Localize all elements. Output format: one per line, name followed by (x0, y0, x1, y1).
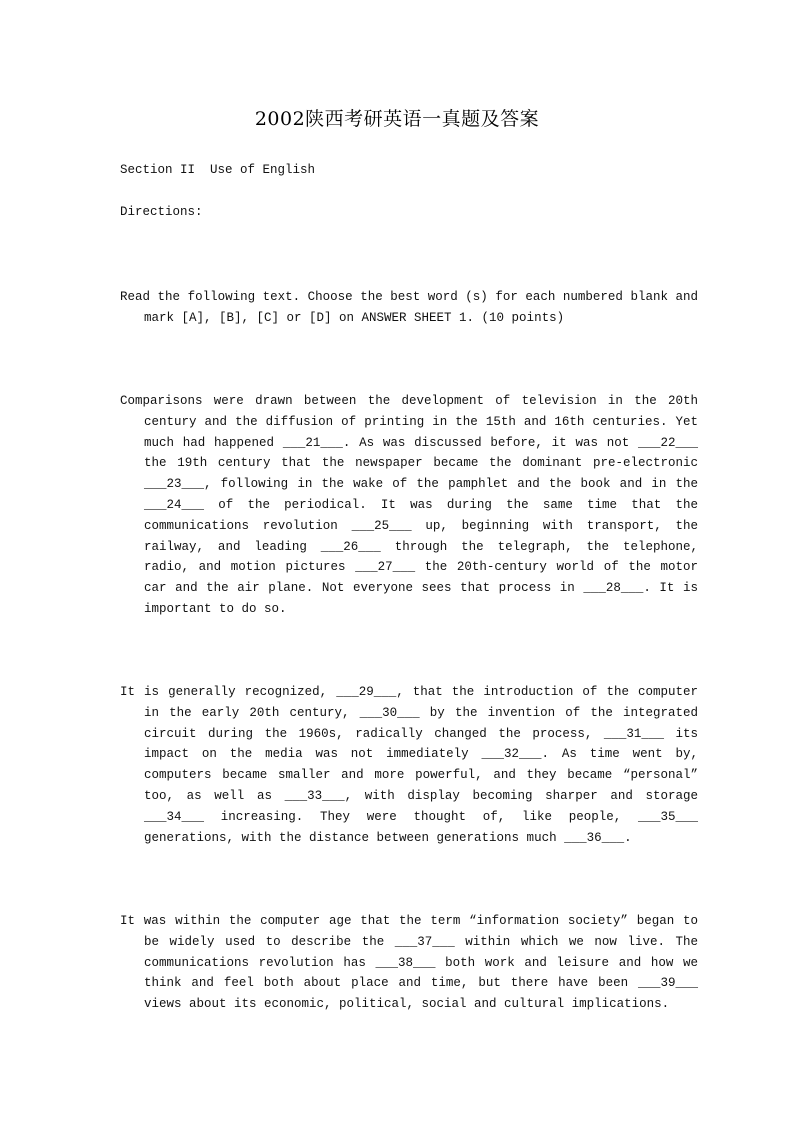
directions-label: Directions: (120, 205, 203, 219)
document-title: 2002陕西考研英语一真题及答案 (254, 108, 540, 130)
passage-paragraph-3: It was within the computer age that the term “information society” began to be widely used to describe the ___37___ within which we now live. The communications revolution has ___38___ both work and leisure and how we think and feel both about place and time, but there have been ___39___ views about its economic, political, social and cultural implications. (120, 914, 698, 1012)
instructions-paragraph: Read the following text. Choose the best word (s) for each numbered blank and mark [A], [B], [C] or [D] on ANSWER SHEET 1. (10 points) (120, 290, 698, 325)
passage-paragraph-1: Comparisons were drawn between the development of television in the 20th century and the diffusion of printing in the 15th and 16th centuries. Yet much had happened ___21___. As was discussed before, it was not ___22___ the 19th century that the newspaper became the dominant pre-electronic ___23___, following in the wake of the pamphlet and the book and in the ___24___ of the periodical. It was during the same time that the communications revolution ___25___ up, beginning with transport, the railway, and leading ___26___ through the telegraph, the telephone, radio, and motion pictures ___27___ the 20th-century world of the motor car and the air plane. Not everyone sees that process in ___28___. It is important to do so. (120, 394, 698, 616)
passage-paragraph-2: It is generally recognized, ___29___, that the introduction of the computer in the early 20th century, ___30___ by the invention of the integrated circuit during the 1960s, radically changed the process, ___31___ its impact on the media was not immediately ___32___. As time went by, computers became smaller and more powerful, and they became “personal” too, as well as ___33___, with display becoming sharper and storage ___34___ increasing. They were thought of, like people, ___35___ generations, with the distance between generations much ___36___. (120, 685, 698, 845)
section-heading: Section II Use of English (120, 163, 316, 177)
